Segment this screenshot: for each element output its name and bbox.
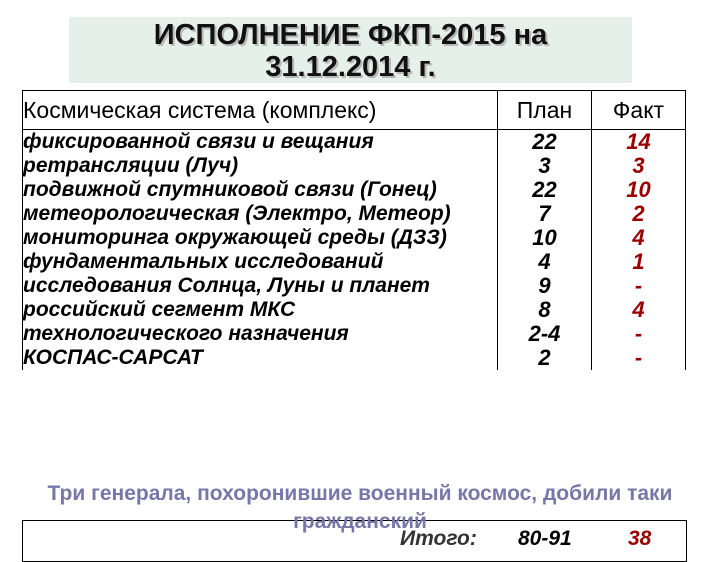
table-row	[23, 250, 686, 274]
total-label: Итого:	[400, 527, 477, 550]
row-fact: 4	[592, 298, 686, 322]
row-fact: 10	[592, 178, 686, 202]
table-row	[23, 130, 686, 155]
row-fact: -	[592, 322, 686, 346]
header-fact: Факт	[592, 91, 686, 130]
row-plan: 4	[498, 250, 592, 274]
row-plan: 22	[498, 130, 592, 155]
row-plan: 3	[498, 154, 592, 178]
table-row	[23, 274, 686, 298]
row-fact: 4	[592, 226, 686, 250]
row-plan: 9	[498, 274, 592, 298]
row-name: подвижной спутниковой связи (Гонец)	[23, 178, 498, 202]
row-plan: 10	[498, 226, 592, 250]
row-fact: 1	[592, 250, 686, 274]
table-row	[23, 322, 686, 346]
execution-table	[22, 90, 686, 370]
total-plan: 80-91	[518, 527, 572, 550]
row-plan: 22	[498, 178, 592, 202]
row-name: ретрансляции (Луч)	[23, 154, 498, 178]
row-fact: 2	[592, 202, 686, 226]
row-name: фиксированной связи и вещания	[23, 130, 498, 155]
row-name: фундаментальных исследований	[23, 250, 498, 274]
table-row	[23, 346, 686, 370]
row-name: КОСПАС-САРСАТ	[23, 346, 498, 370]
table-row	[23, 298, 686, 322]
overlay-caption-line-1: Три генерала, похоронившие военный космос, добили таки	[47, 482, 673, 505]
row-name: метеорологическая (Электро, Метеор)	[23, 202, 498, 226]
header-plan: План	[498, 91, 592, 130]
table-row	[23, 202, 686, 226]
table-row	[23, 154, 686, 178]
overlay-caption-line-2: гражданский	[293, 510, 427, 533]
title-line-1: ИСПОЛНЕНИЕ ФКП-2015 на	[153, 19, 548, 51]
row-plan: 8	[498, 298, 592, 322]
row-fact: -	[592, 346, 686, 370]
total-fact: 38	[628, 527, 652, 550]
row-name: российский сегмент МКС	[23, 298, 498, 322]
header-system: Космическая система (комплекс)	[23, 91, 498, 130]
title-line-2: 31.12.2014 г.	[265, 51, 436, 83]
row-fact: 14	[592, 130, 686, 155]
row-plan: 7	[498, 202, 592, 226]
row-name: технологического назначения	[23, 322, 498, 346]
table-header-row	[23, 91, 686, 130]
table-row	[23, 178, 686, 202]
table-row	[23, 226, 686, 250]
row-name: мониторинга окружающей среды (ДЗЗ)	[23, 226, 498, 250]
row-plan: 2-4	[498, 322, 592, 346]
row-fact: -	[592, 274, 686, 298]
row-plan: 2	[498, 346, 592, 370]
slide-title	[69, 19, 632, 83]
row-name: исследования Солнца, Луны и планет	[23, 274, 498, 298]
row-fact: 3	[592, 154, 686, 178]
